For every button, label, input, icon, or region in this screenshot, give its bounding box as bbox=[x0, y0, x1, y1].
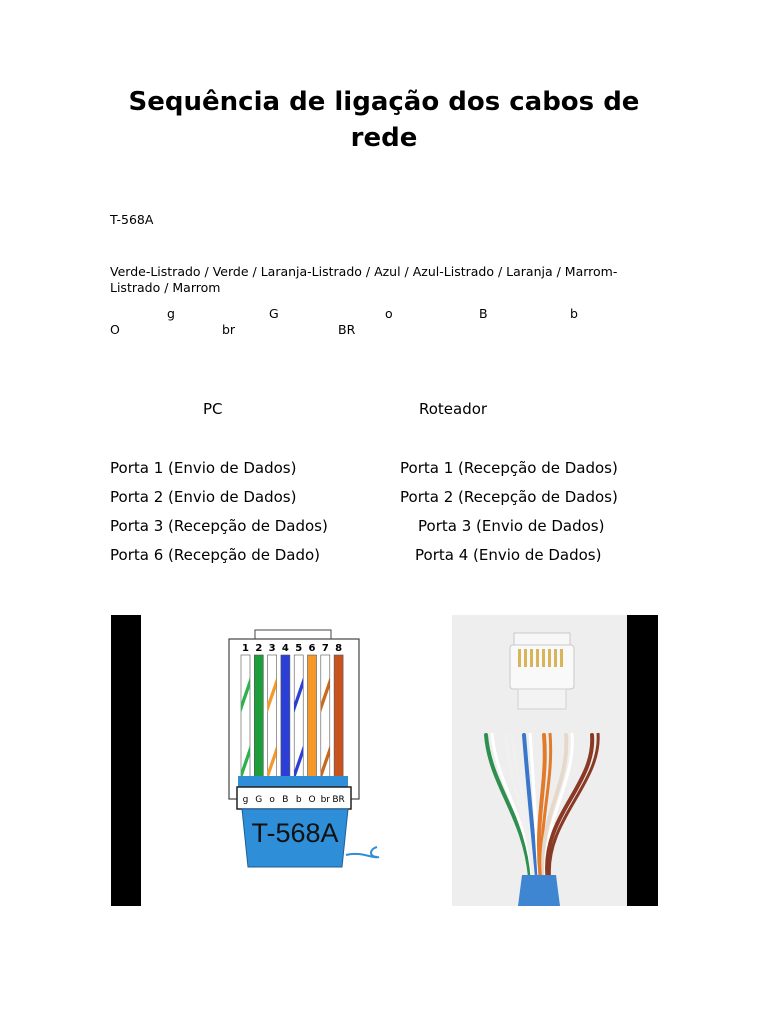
abbrev-g: g bbox=[167, 306, 175, 321]
pin-code-8: BR bbox=[332, 795, 345, 805]
wire-3 bbox=[268, 655, 277, 781]
connector-pin bbox=[536, 649, 539, 667]
diagram-label: T-568A bbox=[251, 818, 339, 848]
pin-number-4: 4 bbox=[281, 643, 289, 654]
pin-number-6: 6 bbox=[308, 643, 316, 654]
pc-port-row-2: Porta 2 (Envio de Dados) bbox=[110, 488, 297, 506]
connector-pin bbox=[530, 649, 533, 667]
wire-8 bbox=[334, 655, 343, 777]
wire-2 bbox=[254, 655, 263, 777]
pin-code-7: br bbox=[320, 795, 331, 805]
column-router: Roteador bbox=[419, 400, 488, 418]
pin-number-7: 7 bbox=[321, 643, 329, 654]
wire-5 bbox=[294, 655, 303, 781]
router-port-row-3: Porta 3 (Envio de Dados) bbox=[418, 517, 605, 535]
cable-photo bbox=[452, 615, 627, 906]
wire-6 bbox=[308, 655, 317, 777]
pin-number-8: 8 bbox=[335, 643, 343, 654]
pc-port-row-1: Porta 1 (Envio de Dados) bbox=[110, 459, 297, 477]
wire-7 bbox=[321, 655, 330, 781]
page-title: Sequência de ligação dos cabos de rede bbox=[128, 87, 640, 153]
pin-number-3: 3 bbox=[268, 643, 276, 654]
abbrev-BR: BR bbox=[338, 322, 356, 337]
abbrev-O: O bbox=[110, 322, 120, 337]
rj45-diagram bbox=[141, 615, 452, 906]
connector-pin bbox=[518, 649, 521, 667]
connector-pin bbox=[524, 649, 527, 667]
pin-code-5: b bbox=[295, 795, 302, 805]
pc-port-row-3: Porta 3 (Recepção de Dados) bbox=[110, 517, 328, 535]
router-port-row-1: Porta 1 (Recepção de Dados) bbox=[400, 459, 618, 477]
connector-pin bbox=[548, 649, 551, 667]
connector-pin bbox=[542, 649, 545, 667]
pin-number-2: 2 bbox=[255, 643, 263, 654]
pin-code-3: o bbox=[269, 795, 275, 805]
connector-pin bbox=[554, 649, 557, 667]
rj45-diagram-graphic bbox=[141, 615, 452, 906]
pin-code-6: O bbox=[308, 795, 316, 805]
abbrev-B: B bbox=[479, 306, 488, 321]
standard-label: T-568A bbox=[110, 212, 154, 227]
abbrev-b: b bbox=[570, 306, 578, 321]
connector-pin bbox=[560, 649, 563, 667]
pin-number-1: 1 bbox=[242, 643, 249, 654]
color-sequence-line2: Listrado / Marrom bbox=[110, 280, 221, 295]
color-sequence-line1: Verde-Listrado / Verde / Laranja-Listrado / Azul / Azul-Listrado / Laranja / Marrom- bbox=[110, 264, 618, 279]
router-port-row-2: Porta 2 (Recepção de Dados) bbox=[400, 488, 618, 506]
cable-photo-graphic bbox=[452, 615, 627, 906]
router-port-row-4: Porta 4 (Envio de Dados) bbox=[415, 546, 602, 564]
abbrev-o: o bbox=[385, 306, 393, 321]
pin-code-4: B bbox=[282, 795, 289, 805]
pc-port-row-4: Porta 6 (Recepção de Dado) bbox=[110, 546, 321, 564]
abbrev-br: br bbox=[222, 322, 236, 337]
image-black-bar-left bbox=[111, 615, 141, 906]
pin-code-1: g bbox=[242, 795, 249, 805]
column-pc: PC bbox=[203, 400, 223, 418]
wire-1 bbox=[241, 655, 250, 781]
wire-4 bbox=[281, 655, 290, 777]
pin-code-2: G bbox=[255, 795, 263, 805]
abbrev-G: G bbox=[269, 306, 279, 321]
pin-number-5: 5 bbox=[295, 643, 303, 654]
image-black-bar-right bbox=[627, 615, 658, 906]
